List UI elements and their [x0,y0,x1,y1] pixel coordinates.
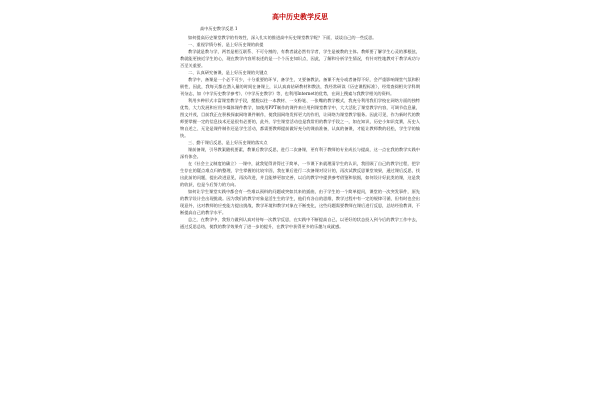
paragraph: 课前备课，引导教案随机要素，教课后教学反思，进行二次备课，更有利于教师的专业成长与提高，这一点在我的教学实践中深有体会。 [180,147,420,159]
section-heading: 一、重视学情分析，是上好历史课的前提 [188,42,264,47]
paragraph: 如何让学生课堂实践中都会有一些难以预料的问题或突如其来的插曲，由于学生的一个简单提问，课堂的一次突发事件，原先的教学设计会出现挑战。因为我们的教学对象是活生生的学生，他们有各自的思维，教学过程中有一定的规律可循，但有时也会出现意外，这对教师的应变能力提出挑战，教学环境和教学对象在不断变化，这些问题需要教师在课后进行反思，总结经验教训，不断提高自己的教学水平。 [180,189,420,215]
paragraph: 如何提高历史课堂教学的有效性，深入扎实的推进高中历史课堂教学呢？下面，谈谈自己的一些反思。 [188,35,377,40]
paragraph: 教学就是教与学，两者是相互联系、不可分割的，有教者就必然有学者，学生是被教的主体。教师要了解学生心灵的那根弦，教就能更接近学生的心，现在教学内容所表述的是一个个历史知识点，因此，了解和分析学生情况，有针对性地教对于教学成功与否至关重要。 [180,49,420,68]
document-title: 高中历史教学反思 [272,12,328,21]
paragraph: 总之，在教学中，我努力做到认真对待每一次教学反思，在实践中不断提高自己，以更好的状态投入到今后的教学工作中去，通过反思总结，使我的教学效果有了进一步的提升，在教学中获得更多的乐趣与成就感。 [180,217,420,229]
paragraph: 在《社会主义制度的确立》一课中，就我觉得讲得过于简单，一节课下来就理清学生的认识，我回顾了自己的教学过程，把学生存在的疑点难点归纳整理，学生掌握的比较牢固，我在课后进行二次备课对设计的，再次试教反思课堂效果，通过课后反思，找出此前的问题，提出改进意见，再次改进，并且能够更加完善，以后的教学中提供参考借鉴和依据，如何设计好此类的课，这是我的收获，也是今后努力的方向。 [180,161,420,187]
paragraph: 教学中，备课是一个必不可少，十分重要的环节，备学生，又要备教法。备课不充分或者备得不好，会严重影响课堂气氛和积极性，因此，我每天都在潜入量的时间在备课上，认认真真钻研教材和教法，我经常研读《历史课程标准》，经常查阅相关学科期刊杂志，如《中学历史教学参考》、《中学历史教学》等，也利用Internet的优势，在网上搜索与我教学相关的资料。 [180,77,420,96]
section-heading: 二、认真研究备课，是上好历史课的关键点 [188,70,268,75]
section-heading: 三、勤于课后反思，是上好历史课的落实点 [188,140,268,145]
document-subtitle: 高中历史教学反思 1 [200,26,238,31]
paragraph: 利用多种形式丰富课堂教学手段，摆脱以往一本教材、一支粉笔、一张嘴的教学模式，我充分利用我们学校在网络方面的独特优势，大力发展和应用多媒体课件教学，如使用PPT制作的课件来应用到课堂教学中，大大活化了课堂教学内容，可调节信息量，图文并茂，目前我正在积极探索网络课件制作，使我国网络发挥更大的作用，让网络为课堂教学服务。因此可见，作为新时代的教师要掌握一定的信息技术还是很有必要的，此外，学生课堂活动也是我常用的教学手段之一，如在知识，历史小知识竞赛，历史人物自述之、无论是课件制作还是学生活动，都需要教师提前做好充分的课前准备，认真的备课，才能让教师教的轻松，学生学的愉快。 [180,98,420,138]
document-page [180,0,420,400]
